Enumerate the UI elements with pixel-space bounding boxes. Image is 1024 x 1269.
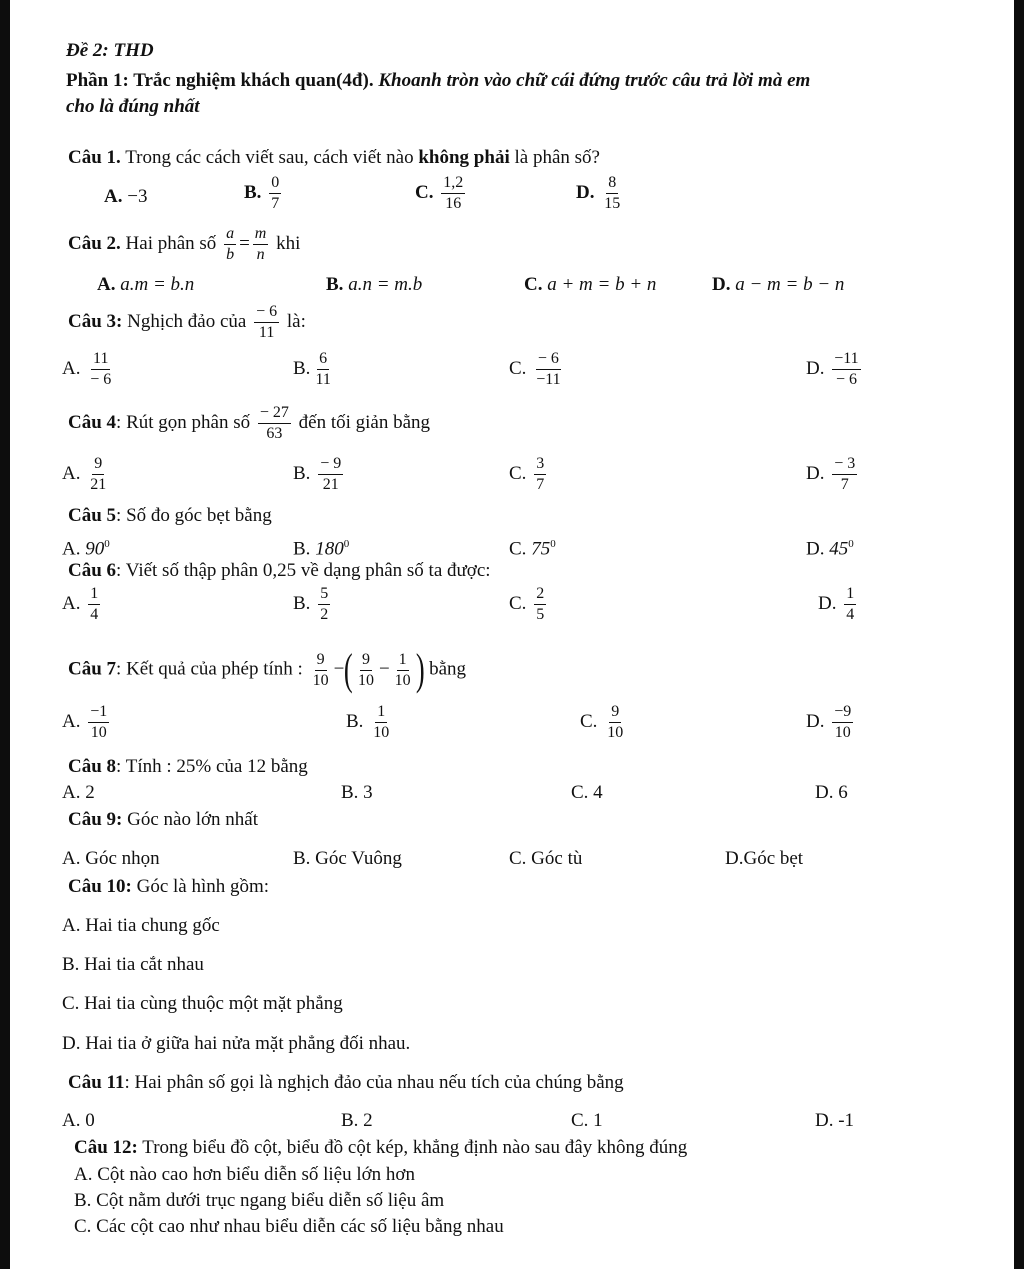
numerator: 1,2: [441, 174, 465, 194]
q6-option-c[interactable]: [509, 585, 549, 624]
degree-superscript: 0: [848, 538, 854, 550]
option-value: 90: [85, 538, 105, 560]
q1-option-c[interactable]: [415, 174, 468, 213]
denominator: 10: [834, 724, 851, 741]
option-key: C.: [509, 538, 527, 560]
denominator: − 6: [90, 371, 112, 388]
q1-option-b[interactable]: [244, 174, 284, 213]
option-key: A.: [62, 462, 81, 484]
denominator: 4: [90, 606, 99, 623]
part-heading-instruction: Khoanh tròn vào chữ cái đứng trước câu trả lời mà em: [373, 70, 811, 91]
denominator: 10: [312, 671, 329, 689]
q2-option-a[interactable]: [97, 274, 194, 296]
question-label: Câu 2.: [68, 232, 121, 254]
q2-option-c[interactable]: [524, 274, 656, 296]
part-heading-line1: [66, 70, 810, 92]
question-label: Câu 5: [68, 505, 117, 526]
denominator: 11: [315, 371, 331, 388]
option-key: A.: [104, 186, 123, 207]
q11-option-c[interactable]: C. 1: [571, 1110, 603, 1131]
denominator: 63: [266, 425, 283, 442]
question-label: Câu 10:: [68, 876, 132, 897]
q5-option-d[interactable]: [806, 533, 854, 560]
question-2: [68, 225, 300, 264]
numerator: − 9: [318, 455, 343, 475]
numerator: 9: [315, 651, 327, 671]
denominator: −11: [536, 371, 561, 388]
q5-option-a[interactable]: [62, 533, 110, 560]
numerator: 6: [317, 350, 329, 370]
part-heading-bold: Phần 1: Trắc nghiệm khách quan(4đ).: [66, 70, 374, 91]
question-label: Câu 6: [68, 560, 117, 581]
denominator: 2: [320, 606, 329, 623]
question-9: [68, 809, 258, 831]
option-key: C.: [415, 181, 434, 203]
fraction: [844, 585, 856, 624]
fraction: [356, 651, 376, 690]
denominator: 10: [607, 724, 624, 741]
option-key: D.: [712, 274, 731, 295]
numerator: 9: [360, 651, 372, 671]
question-4: [68, 404, 430, 443]
equals-sign: =: [239, 232, 250, 254]
question-text: Trong các cách viết sau, cách viết nào: [120, 147, 419, 168]
question-label: Câu 9:: [68, 809, 123, 830]
fraction: [88, 703, 109, 742]
q12-option-c[interactable]: C. Các cột cao như nhau biểu diễn các số liệu bằng nhau: [74, 1216, 504, 1237]
option-key: A.: [62, 710, 81, 732]
numerator: 1: [844, 585, 856, 605]
q2-option-b[interactable]: [326, 274, 422, 296]
q6-option-b[interactable]: [293, 585, 333, 624]
option-key: C.: [580, 710, 598, 732]
option-key: A.: [97, 274, 116, 295]
q9-option-c[interactable]: C. Góc tù: [509, 848, 583, 869]
q3-option-d[interactable]: [806, 350, 864, 389]
option-key: C.: [509, 462, 527, 484]
numerator: 1: [88, 585, 100, 605]
option-value: 180: [315, 538, 344, 560]
q11-option-b[interactable]: B. 2: [341, 1110, 373, 1131]
question-6: [68, 560, 491, 582]
numerator: 1: [397, 651, 409, 671]
option-value: 75: [531, 538, 551, 560]
option-key: A.: [62, 538, 81, 560]
q8-option-d[interactable]: D. 6: [815, 782, 848, 803]
denominator: 7: [840, 476, 849, 493]
option-value: 45: [829, 538, 849, 560]
denominator: 11: [258, 324, 275, 341]
question-10: [68, 876, 269, 898]
denominator: 10: [90, 724, 107, 741]
question-label: Câu 8: [68, 756, 117, 777]
q1-option-a[interactable]: [104, 186, 147, 208]
option-key: D.: [576, 181, 595, 203]
q8-option-b[interactable]: B. 3: [341, 782, 373, 803]
fraction: [224, 225, 236, 264]
denominator: 15: [604, 195, 621, 212]
fraction: [258, 404, 291, 443]
option-key: D.: [806, 357, 825, 379]
question-text: : Kết quả của phép tính :: [116, 658, 308, 680]
fraction: [534, 455, 546, 494]
minus-sign: −: [333, 658, 345, 680]
degree-superscript: 0: [550, 538, 556, 550]
option-key: C.: [509, 357, 527, 379]
numerator: −11: [832, 350, 860, 370]
numerator: a: [224, 225, 236, 245]
option-key: A.: [62, 592, 81, 614]
fraction: [534, 350, 562, 389]
question-text: : Tính : 25% của 12 bằng: [116, 756, 308, 777]
question-3: [68, 303, 306, 342]
numerator: − 6: [536, 350, 561, 370]
q2-option-d[interactable]: [712, 274, 844, 296]
fraction: [88, 455, 108, 494]
denominator: 7: [271, 195, 280, 212]
fraction: [393, 651, 413, 690]
degree-superscript: 0: [343, 538, 350, 550]
fraction: [254, 303, 279, 342]
fraction: [253, 225, 269, 264]
question-emphasis: không phải: [418, 147, 510, 168]
q3-option-b[interactable]: [293, 350, 336, 389]
question-text: Trong biểu đồ cột, biểu đồ cột kép, khẳng định nào sau đây không đúng: [137, 1137, 688, 1158]
q5-option-b[interactable]: [293, 533, 349, 560]
q5-option-c[interactable]: [509, 533, 556, 560]
numerator: 9: [609, 703, 621, 723]
q7-option-b[interactable]: [346, 703, 394, 742]
option-key: B.: [346, 710, 364, 732]
option-value: a.m = b.n: [120, 274, 195, 295]
q7-option-d[interactable]: [806, 703, 856, 742]
question-text: Hai phân số: [120, 232, 222, 254]
fraction: [832, 703, 853, 742]
q9-option-a[interactable]: A. Góc nhọn: [62, 848, 160, 869]
question-text-end: là phân số?: [509, 147, 600, 168]
numerator: 9: [92, 455, 104, 475]
q9-option-b[interactable]: B. Góc Vuông: [293, 848, 402, 869]
numerator: 2: [534, 585, 546, 605]
question-text: Góc nào lớn nhất: [122, 809, 259, 830]
option-key: C.: [524, 274, 543, 295]
left-border-bar: [0, 0, 10, 1269]
denominator: 10: [394, 671, 411, 689]
part-heading-line2: cho là đúng nhất: [66, 96, 200, 117]
numerator: 1: [375, 703, 387, 723]
question-1: [68, 147, 600, 169]
question-text-end: đến tối giản bằng: [293, 411, 431, 433]
option-key: B.: [326, 274, 344, 295]
degree-superscript: 0: [104, 538, 110, 550]
fraction: [371, 703, 391, 742]
option-key: D.: [818, 592, 837, 614]
option-value: a + m = b + n: [547, 274, 657, 295]
q4-option-c[interactable]: [509, 455, 549, 494]
q3-option-a[interactable]: [62, 350, 116, 389]
denominator: 21: [322, 476, 339, 493]
denominator: 10: [373, 724, 390, 741]
fraction: [832, 455, 857, 494]
numerator: 0: [269, 174, 281, 194]
q11-option-d[interactable]: D. -1: [815, 1110, 855, 1131]
q10-option-d[interactable]: D. Hai tia ở giữa hai nửa mặt phẳng đối nhau.: [62, 1033, 411, 1054]
denominator: 16: [445, 195, 462, 212]
question-label: Câu 3:: [68, 310, 123, 332]
option-key: C.: [509, 592, 527, 614]
fraction: [88, 585, 100, 624]
q10-option-a[interactable]: A. Hai tia chung gốc: [62, 915, 220, 936]
question-text: : Hai phân số gọi là nghịch đảo của nhau nếu tích của chúng bằng: [124, 1072, 624, 1093]
q8-option-a[interactable]: A. 2: [62, 782, 95, 803]
fraction: [269, 174, 281, 213]
numerator: 11: [91, 350, 110, 370]
denominator: 10: [357, 671, 374, 689]
numerator: 3: [534, 455, 546, 475]
q8-option-c[interactable]: C. 4: [571, 782, 603, 803]
q9-option-d[interactable]: D.Góc bẹt: [725, 848, 804, 869]
q10-option-c[interactable]: C. Hai tia cùng thuộc một mặt phẳng: [62, 993, 343, 1014]
option-key: B.: [293, 538, 311, 560]
q1-option-d[interactable]: [576, 174, 625, 213]
question-12: [74, 1137, 687, 1159]
question-text: : Số đo góc bẹt bằng: [116, 505, 272, 526]
option-key: D.: [806, 710, 825, 732]
right-parenthesis: ): [415, 645, 425, 694]
q4-option-a[interactable]: [62, 455, 111, 494]
question-text-end: là:: [282, 310, 306, 332]
question-11: [68, 1072, 624, 1094]
numerator: m: [253, 225, 269, 245]
question-text-end: bằng: [424, 658, 467, 680]
numerator: − 27: [258, 404, 291, 424]
denominator: 4: [846, 606, 855, 623]
denominator: 5: [536, 606, 545, 623]
option-value: a − m = b − n: [735, 274, 845, 295]
fraction: [318, 585, 330, 624]
fraction: [313, 350, 332, 389]
option-key: B.: [293, 462, 311, 484]
question-text: : Rút gọn phân số: [116, 411, 255, 433]
option-key: A.: [62, 357, 81, 379]
fraction: [832, 350, 860, 389]
q3-option-c[interactable]: [509, 350, 566, 389]
question-text-end: khi: [271, 232, 301, 254]
option-value: a.n = m.b: [348, 274, 423, 295]
q10-option-b[interactable]: B. Hai tia cắt nhau: [62, 954, 204, 975]
q6-option-d[interactable]: [818, 585, 859, 624]
q7-option-c[interactable]: [580, 703, 628, 742]
option-key: B.: [293, 592, 311, 614]
numerator: −1: [88, 703, 109, 723]
fraction: [605, 703, 625, 742]
q12-option-b[interactable]: B. Cột nằm dưới trục ngang biểu diễn số liệu âm: [74, 1190, 445, 1211]
question-label: Câu 1.: [68, 147, 121, 168]
option-key: B.: [244, 181, 262, 203]
fraction: [441, 174, 465, 213]
left-parenthesis: (: [344, 645, 354, 694]
question-text: Nghịch đảo của: [122, 310, 252, 332]
fraction: [318, 455, 343, 494]
fraction: [534, 585, 546, 624]
q4-option-d[interactable]: [806, 455, 860, 494]
question-5: [68, 505, 272, 527]
q11-option-a[interactable]: A. 0: [62, 1110, 95, 1131]
denominator: 21: [90, 476, 107, 493]
denominator: − 6: [835, 371, 857, 388]
numerator: 5: [318, 585, 330, 605]
numerator: − 6: [254, 303, 279, 323]
question-label: Câu 11: [68, 1072, 125, 1093]
numerator: 8: [606, 174, 618, 194]
numerator: −9: [832, 703, 853, 723]
q12-option-a[interactable]: A. Cột nào cao hơn biểu diễn số liệu lớn hơn: [74, 1164, 415, 1185]
option-key: B.: [293, 357, 311, 379]
denominator: b: [226, 246, 235, 263]
fraction: [602, 174, 622, 213]
question-text: Góc là hình gồm:: [131, 876, 270, 897]
q6-option-a[interactable]: [62, 585, 103, 624]
question-text: : Viết số thập phân 0,25 về dạng phân số ta được:: [116, 560, 491, 581]
option-key: D.: [806, 538, 825, 560]
right-border-bar: [1014, 0, 1024, 1269]
minus-sign: −: [378, 658, 390, 680]
question-label: Câu 4: [68, 411, 117, 433]
denominator: n: [256, 246, 265, 263]
q4-option-b[interactable]: [293, 455, 346, 494]
option-key: D.: [806, 462, 825, 484]
exam-title: Đề 2: THD: [66, 40, 154, 61]
option-value: −3: [127, 186, 148, 207]
fraction: [311, 651, 331, 690]
q7-option-a[interactable]: [62, 703, 112, 742]
fraction: [88, 350, 113, 389]
question-8: [68, 756, 308, 778]
question-label: Câu 7: [68, 658, 117, 680]
denominator: 7: [536, 476, 545, 493]
question-label: Câu 12:: [74, 1137, 138, 1158]
numerator: − 3: [832, 455, 857, 475]
question-7: [68, 645, 467, 694]
